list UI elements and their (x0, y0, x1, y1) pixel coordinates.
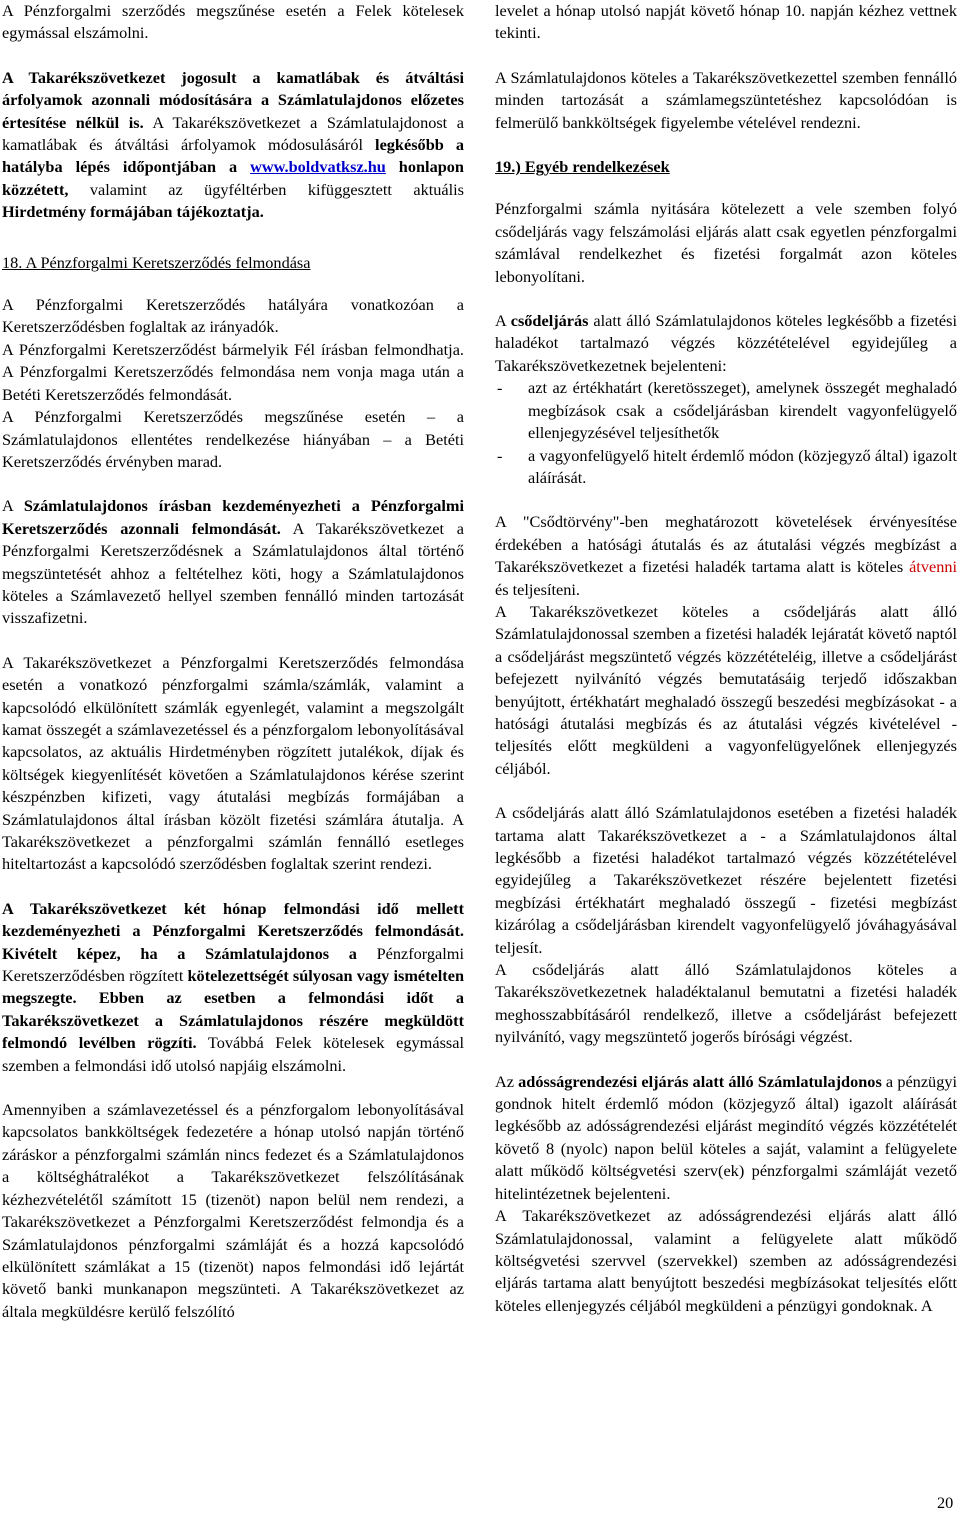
highlighted-text: átvenni (909, 557, 957, 577)
paragraph-single-account: Pénzforgalmi számla nyitására kötelezett a vele szemben folyó csődeljárás vagy felszámolási eljárás alatt csak egyetlen pénzforgalmi számlával rendelkezhet és fizetési forgalmát azon köteles lebonyolítani. (495, 199, 957, 286)
bold-text: honlapon közzétett, (2, 157, 464, 199)
bold-text: legkésőbb a hatályba lépés időpontjában a (2, 135, 464, 177)
paragraph-letter-receipt: levelet a hónap utolsó napját követő hónap 10. napján kézhez vettnek tekinti. (495, 1, 957, 43)
list-item: - azt az értékhatárt (keretösszeget), amelynek összegét meghaladó megbízások csak a csődeljárásban kirendelt vagyonfelügyelő ellenjegyzésével teljesíthetők (497, 378, 957, 443)
section-heading-19: 19.) Egyéb rendelkezések (495, 157, 670, 177)
section-heading-18: 18. A Pénzforgalmi Keretszerződés felmondása (2, 252, 311, 272)
bold-text: A Takarékszövetkezet jogosult a kamatlábak és átváltási árfolyamok azonnali módosítására a Számlatulajdonos előzetes értesítése nélkül is. (2, 67, 464, 132)
right-column (495, 0, 957, 1317)
paragraph-trustee: A Takarékszövetkezet az adósságrendezési eljárás alatt álló Számlatulajdonossal, valamint a felügyelete alatt működő költségvetési szervvel (szervekkel) szemben az adósságrendezési eljárás tartama alatt benyújtott beszedési megbízásokat teljesítés előtt köteles ellenjegyzés céljából megküldeni a pénzügyi gondoknak. A (495, 1206, 957, 1315)
paragraph-balance-payout: A Takarékszövetkezet a Pénzforgalmi Keretszerződés felmondása esetén a vonatkozó pénzforgalmi számla/számlák, valamint a kapcsolódó elkülönített számlák egyenlegét, valamint a megszolgált kamat összegét a számlavezetéssel és a pénzforgalom lebonyolításával kapcsolatos, az aktuális Hirdetményben rögzített jutalékok, díjak és költségek kiegyenlítését követően a Számlatulajdonos kérése szerint készpénzben kifizeti, vagy átutalási megbízás formájában a Számlatulajdonos által írásban közölt fizetési számlára átutalja. A Takarékszövetkezet a pénzforgalmi számlán fennálló esetleges hiteltartozást a kapcsolódó szerződésben foglaltak szerint rendezi. (2, 652, 464, 874)
paragraph-validity: A Pénzforgalmi Keretszerződés hatályára vonatkozóan a Keretszerződésben foglaltak az irányadók. (2, 295, 464, 337)
paragraph-bankruptcy-act: A "Csődtörvény"-ben meghatározott követelések érvényesítése érdekében a hatósági átutalás és az átutalási végzés megbízást a Takarékszövetkezet a fizetési haladék tartama alatt is köteles átvenni és teljesíteni. (495, 512, 957, 599)
website-link[interactable]: www.boldvatksz.hu (250, 157, 386, 177)
bold-text: Hirdetmény formájában tájékoztatja. (2, 202, 264, 222)
left-column (2, 0, 464, 1323)
paragraph-interest-rates (2, 67, 464, 224)
paragraph-debt-procedure: Az adósságrendezési eljárás alatt álló Számlatulajdonos a pénzügyi gondnok hitelt érdemlő módon (közjegyző által) igazolt aláírását legkésőbb az adósságrendezési eljárást megindító végzés közzétételét követő 8 (nyolc) napon belül köteles a saját, valamint a felügyelete alatt működő költségvetési szerv(ek) pénzforgalmi számláját vezető hitelintézetnek bejelenteni. (495, 1071, 957, 1203)
text: A Takarékszövetkezet a Számlatulajdonost a kamatlábak és átváltási árfolyamok módosulásáról (2, 112, 464, 155)
paragraph-bank-costs: Amennyiben a számlavezetéssel és a pénzforgalom lebonyolításával kapcsolatos bankköltségek fedezetére a hónap utolsó napján történő záráskor a pénzforgalmi számlán nincs fedezet és a Számlatulajdonos a költséghátralékot a Takarékszövetkezet felszólításának kézhezvételétől számított 15 (tizenöt) napon belül nem rendezi, a Takarékszövetkezet a Pénzforgalmi Keretszerződést felmondja és a Számlatulajdonos pénzforgalmi számláját és a hozzá kapcsolódó elkülönített számlákat a 15 (tizenöt) napos felmondási idő lejártát követő banki munkanapon megszünteti. A Takarékszövetkezet az általa megküldésre kerülő felszólító (2, 1100, 464, 1321)
paragraph-immediate-termination: A Számlatulajdonos írásban kezdeményezheti a Pénzforgalmi Keretszerződés azonnali felmondását. A Takarékszövetkezet a Pénzforgalmi Keretszerződésnek a Számlatulajdonos által történő megszüntetését ahhoz a feltételhez köti, hogy a Számlatulajdonos köteles a Számlavezető hellyel szemben fennálló minden tartozását visszafizetni. (2, 496, 464, 628)
paragraph-collection-orders: A Takarékszövetkezet köteles a csődeljárás alatt álló Számlatulajdonossal szemben a fizetési haladék lejáratát követő naptól a csődeljárást megszüntető végzés közzétételéig, illetve a csődeljárást befejezett nyilvánító végzés bemutatásáig terjedő időszakban benyújtott, értékhatárt meghaladó összegű beszedési megbízásokat - a hatósági átutalási megbízás és az átutalási végzés kivételével - teljesítés előtt megküldeni a vagyonfelügyelőnek ellenjegyzés céljából. (495, 601, 957, 778)
paragraph-debt-settlement: A Számlatulajdonos köteles a Takarékszövetkezettel szemben fennálló minden tartozását a számlamegszüntetéshez kapcsolódóan is felmerülő bankköltségek figyelembe vételével rendezni. (495, 67, 957, 132)
paragraph-deposit-contract: A Pénzforgalmi Keretszerződés megszűnése esetén – a Számlatulajdonos ellentétes rendelkezése hiányában – a Betéti Keretszerződés érvényben marad. (2, 407, 464, 471)
page-number: 20 (937, 1493, 954, 1512)
paragraph-termination: A Pénzforgalmi Keretszerződést bármelyik Fél írásban felmondhatja. A Pénzforgalmi Keretszerződés felmondása nem vonja maga után a Betéti Keretszerződés felmondását. (2, 339, 464, 404)
text: valamint az ügyféltérben kifüggesztett aktuális (68, 179, 464, 199)
paragraph-settlement: A Pénzforgalmi szerződés megszűnése esetén a Felek kötelesek egymással elszámolni. (2, 1, 464, 43)
paragraph-court-order: A csődeljárás alatt álló Számlatulajdonos köteles a Takarékszövetkezetnek haladéktalanul bemutatni a fizetési haladék meghosszabbításáról rendelkező, illetve a csődeljárást befejezett nyilvánító, vagy megszüntető jogerős bírósági végzést. (495, 960, 957, 1047)
bankruptcy-list (495, 377, 957, 489)
paragraph-two-months-notice: A Takarékszövetkezet két hónap felmondási idő mellett kezdeményezheti a Pénzforgalmi Keretszerződés felmondását. Kivételt képez, ha a Számlatulajdonos a Pénzforgalmi Keretszerződésben rögzített kötelezettségét súlyosan vagy ismételten megszegte. Ebben az esetben a felmondási időt a Takarékszövetkezet a Számlatulajdonos részére megküldött felmondó levélben rögzíti. Továbbá Felek kötelesek egymással szemben a felmondási idő utolsó napjáig elszámolni. (2, 898, 464, 1075)
list-item: - a vagyonfelügyelő hitelt érdemlő módon (közjegyző által) igazolt aláírását. (497, 445, 957, 487)
paragraph-payment-orders: A csődeljárás alatt álló Számlatulajdonos esetében a fizetési haladék tartama alatt Takarékszövetkezet a - a Számlatulajdonos által legkésőbb a fizetési haladékot tartalmazó végzés közzétételével egyidejűleg a Takarékszövetkezet részére bejelentett fizetési megbízási értékhatárt meghaladó összegű - fizetési megbízást kizárólag a csődeljárásban kirendelt vagyonfelügyelő jóváhagyásával teljesít. (495, 803, 957, 957)
paragraph-bankruptcy-notice: A csődeljárás alatt álló Számlatulajdonos köteles legkésőbb a fizetési haladékot tartalmazó végzés közzétételével egyidejűleg a Takarékszövetkezetnek bejelenteni: (495, 311, 957, 375)
